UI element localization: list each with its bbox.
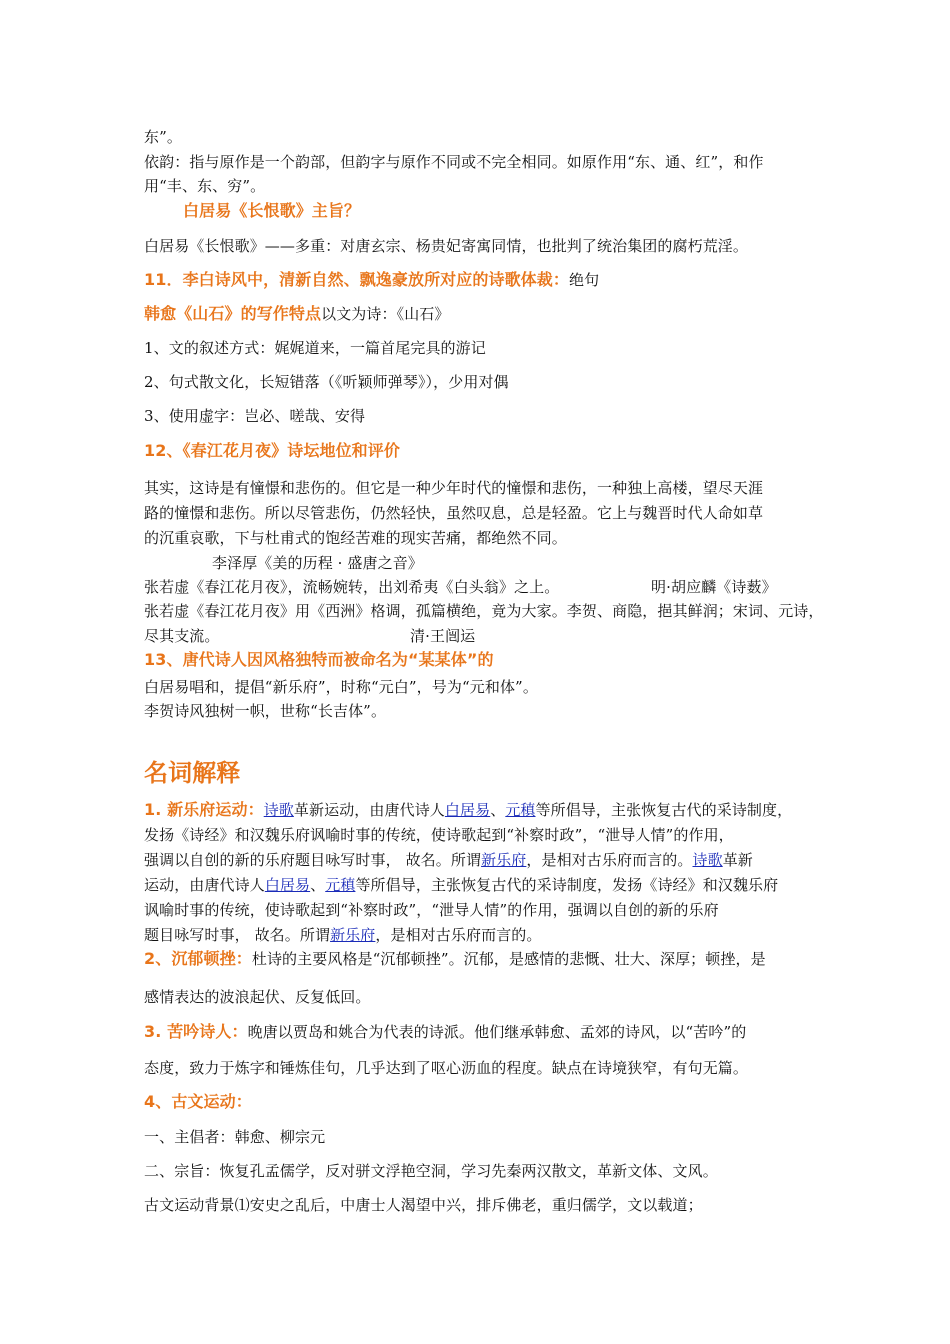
text-line: 其实，这诗是有憧憬和悲伤的。但它是一种少年时代的憧憬和悲伤，一种独上高楼，望尽天涯 [144,479,764,497]
text-line: 李贺诗风独树一帜，世称“长吉体”。 [144,702,387,720]
term-1-line [144,923,542,947]
text-span: ，是相对古乐府而言的。 [526,851,693,869]
text-line: 用“丰、东、穷”。 [144,177,266,195]
text-span: 革新运动，由唐代诗人 [293,801,445,819]
citation: 明·胡应麟《诗薮》 [651,578,777,596]
text-span: ，是相对古乐府而言的。 [375,926,542,944]
term-2-label: 2、沉郁顿挫： [144,949,252,968]
text-span: 运动，由唐代诗人 [144,876,265,894]
text-span: 杜诗的主要风格是“沉郁顿挫”。沉郁，是感情的悲慨、壮大、深厚；顿挫，是 [251,950,766,968]
text-line: 一、主倡者：韩愈、柳宗元 [144,1128,326,1146]
text-span: 强调以自创的新的乐府题目咏写时事， 故名。所谓 [144,851,482,869]
term-1-label: 1. 新乐府运动： [144,800,264,819]
text-line: 依韵：指与原作是一个韵部，但韵字与原作不同或不完全相同。如原作用“东、通、红”，和作 [144,153,764,171]
link-yuanzhen[interactable]: 元稹 [325,876,356,894]
text-line: 白居易《长恨歌》——多重：对唐玄宗、杨贵妃寄寓同情，也批判了统治集团的腐朽荒淫。 [144,237,749,255]
text-line: 态度，致力于炼字和锤炼佳句，几乎达到了呕心沥血的程度。缺点在诗境狭窄，有句无篇。 [144,1059,749,1077]
text-span: 等所倡导，主张恢复古代的采诗制度， [535,801,793,819]
link-shige[interactable]: 诗歌 [692,851,723,869]
term-1-line [144,848,753,872]
term-4-label: 4、古文运动： [144,1092,252,1111]
text-line: 的沉重哀歌，下与杜甫式的饱经苦难的现实苦痛，都绝然不同。 [144,529,567,547]
link-baijuyi[interactable]: 白居易 [444,801,491,819]
heading-11-answer: 绝句 [568,271,600,289]
text-span: 、 [310,876,326,894]
term-1-line [144,798,792,822]
heading-shanshi-rest: 以文为诗：《山石》 [321,305,450,323]
term-3-line [144,1020,746,1044]
text-line: 感情表达的波浪起伏、反复低回。 [144,988,371,1006]
link-xinyuefu[interactable]: 新乐府 [330,926,376,944]
text-line: 白居易唱和，提倡“新乐府”，时称“元白”，号为“元和体”。 [144,678,538,696]
text-line: 张若虚《春江花月夜》，流畅婉转，出刘希夷《白头翁》之上。 [144,578,560,596]
heading-11 [144,268,599,292]
section-title: 名词解释 [144,759,241,787]
text-line: 二、宗旨：恢复孔孟儒学，反对骈文浮艳空洞，学习先秦两汉散文，革新文体、文风。 [144,1162,718,1180]
term-3-label: 3. 苦吟诗人： [144,1022,248,1041]
link-shige[interactable]: 诗歌 [263,801,294,819]
heading-13: 13、唐代诗人因风格独特而被命名为“某某体”的 [144,650,494,669]
text-span: 、 [490,801,506,819]
term-2-line [144,947,766,971]
link-xinyuefu[interactable]: 新乐府 [481,851,527,869]
list-item: 3、使用虚字：岂必、嗟哉、安得 [144,407,366,425]
link-baijuyi[interactable]: 白居易 [264,876,311,894]
text-line: 路的憧憬和悲伤。所以尽管悲伤，仍然轻快，虽然叹息，总是轻盈。它上与魏晋时代人命如草 [144,504,764,522]
link-yuanzhen[interactable]: 元稹 [505,801,536,819]
text-line: 古文运动背景⑴安史之乱后，中唐士人渴望中兴，排斥佛老，重归儒学，文以载道； [144,1196,703,1214]
citation: 清·王闿运 [410,627,476,645]
heading-changhen: 白居易《长恨歌》主旨？ [183,201,361,220]
text-line: 张若虚《春江花月夜》用《西洲》格调，孤篇横绝，竟为大家。李贺、商隐，挹其鲜润；宋词、元诗， [144,602,824,620]
term-1-line [144,873,778,897]
text-line: 讽喻时事的传统，使诗歌起到“补察时政”，“泄导人情”的作用，强调以自创的新的乐府 [144,901,719,919]
text-span: 等所倡导，主张恢复古代的采诗制度，发扬《诗经》和汉魏乐府 [355,876,779,894]
list-item: 1、文的叙述方式：娓娓道来，一篇首尾完具的游记 [144,339,486,357]
text-span: 题目咏写时事， 故名。所谓 [144,926,331,944]
text-line: 发扬《诗经》和汉魏乐府讽喻时事的传统，使诗歌起到“补察时政”，“泄导人情”的作用， [144,826,734,844]
heading-shanshi-label: 韩愈《山石》的写作特点 [144,304,322,323]
text-span: 革新 [722,851,753,869]
list-item: 2、句式散文化，长短错落（《听颖师弹琴》），少用对偶 [144,373,509,391]
text-span: 晚唐以贾岛和姚合为代表的诗派。他们继承韩愈、孟郊的诗风，以“苦吟”的 [247,1023,747,1041]
heading-shanshi [144,302,450,326]
text-line: 尽其支流。 [144,627,220,645]
text-line: 东”。 [144,128,182,146]
heading-12: 12、《春江花月夜》诗坛地位和评价 [144,441,400,460]
heading-11-label: 11．李白诗风中，清新自然、飘逸豪放所对应的诗歌体裁： [144,270,569,289]
citation: 李泽厚《美的历程 · 盛唐之音》 [212,554,423,572]
